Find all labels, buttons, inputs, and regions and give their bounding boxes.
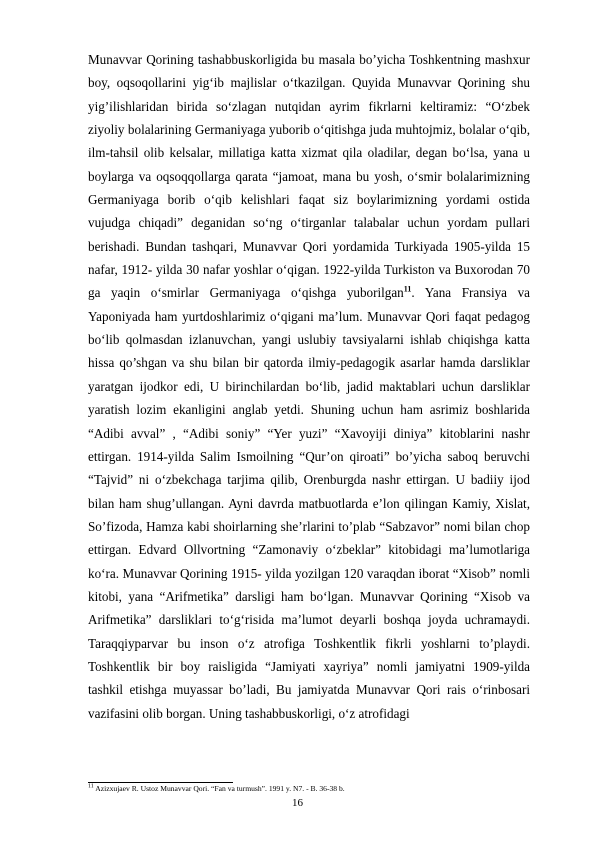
footnote-text: Azizxujaev R. Ustoz Munavvar Qori. “Fan va turmush”. 1991 y. N7. - B. 36-38 b.: [93, 784, 345, 793]
page-number: 16: [292, 797, 303, 809]
footnote-marker: 11: [88, 783, 94, 790]
footnote-reference[interactable]: 11: [403, 285, 412, 295]
paragraph-text-part2: . Yana Fransiya va Yaponiyada ham yurtdoshlarimiz o‘qigani ma’lum. Munavvar Qori faqat pedagog bo‘lib qolmasdan izlanuvchan, yangi uslubiy tavsiyalarni ishlab chiqishga katta hissa qo’shgan va shu bilan bir qatorda ilmiy-pedagogik asarlar hamda darsliklar yaratgan ijodkor edi, U birinchilardan bo‘lib, jadid maktablari uchun darsliklar yaratish lozim ekanligini anglab yetdi. Shuning uchun ham asrimiz boshlarida “Adibi avval” , “Adibi soniy” “Yer yuzi” “Xavoyiji diniya” kitoblarini nashr ettirgan. 1914-yilda Salim Ismoilning “Qur’on qiroati” bo’yicha saboq beruvchi “Tajvid” ni o‘zbekchaga tarjima qilib, Orenburgda nashr ettirgan. U badiiy ijod bilan ham shug’ullangan. Ayni davrda matbuotlarda e’lon qilingan Kamiy, Xislat, So’fizoda, Hamza kabi shoirlarning she’rlarini to’plab “Sabzavor” nomi bilan chop ettirgan. Edvard Ollvortning “Zamonaviy o‘zbeklar” kitobidagi ma’lumotlariga ko‘ra. Munavvar Qorining 1915- yilda yozilgan 120 varaqdan iborat “Xisob” nomli kitobi, yana “Arifmetika” darsligi ham bo‘lgan. Munavvar Qorining “Xisob va Arifmetika” darsliklari to‘g‘risida ma’lumot deyarli boshqa joyda uchramaydi. Taraqqiyparvar bu inson o‘z atrofiga Toshkentlik fikrli yoshlarni to’playdi. Toshkentlik bir boy raisligida “Jamiyati xayriya” nomli jamiyatni 1909-yilda tashkil etishga muyassar bo’ladi, Bu jamiyatda Munavvar Qori rais o‘rinbosari vazifasini olib borgan. Uning tashabbuskorligi, o‘z atrofidagi: [88, 285, 531, 721]
paragraph-text-part1: Munavvar Qorining tashabbuskorligida bu masala bo’yicha Toshkentning mashxur boy, oqsoqollarini yig‘ib majlislar o‘tkazilgan. Quyida Munavvar Qorining shu yig’ilishlaridan birida so‘zlagan nutqidan ayrim fikrlarni keltiramiz: “O‘zbek ziyoliy bolalarining Germaniyaga yuborib o‘qitishga juda muhtojmiz, bolalar o‘qib, ilm-tahsil olib kelsalar, millatiga katta xizmat qila oladilar, degan bo‘lsa, yana u boylarga va oqsoqqollarga qarata “jamoat, mana bu yosh, o‘smir bolalarimizning Germaniyaga borib o‘qib kelishlari faqat siz boylarimizning yordami ostida vujudga chiqadi” deganidan so‘ng o‘tirganlar talabalar uchun yordam pullari berishadi. Bundan tashqari, Munavvar Qori yordamida Turkiyada 1905-yilda 15 nafar, 1912- yilda 30 nafar yoshlar o‘qigan. 1922-yilda Turkiston va Buxorodan 70 ga yaqin o‘smirlar Germaniyaga o‘qishga yuborilgan: [88, 52, 530, 301]
footnote: [88, 783, 530, 795]
page-body: [88, 48, 530, 725]
main-paragraph: [88, 48, 530, 725]
